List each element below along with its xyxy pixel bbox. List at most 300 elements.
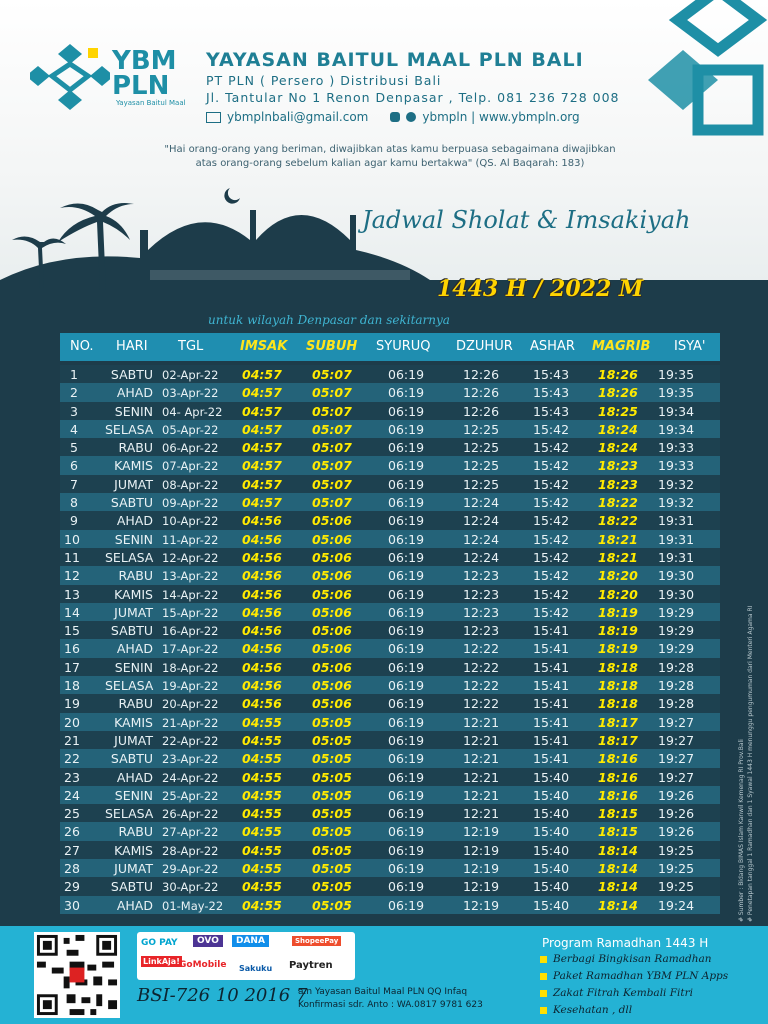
cell-subuh: 05:05 — [312, 842, 352, 858]
account-holder: a.n Yayasan Baitul Maal PLN QQ Infaq — [298, 987, 468, 997]
cell-ashar: 15:41 — [533, 696, 570, 712]
cell-tgl: 04- Apr-22 — [162, 404, 223, 419]
cell-magrib: 18:21 — [598, 531, 638, 547]
cell-dzuhur: 12:24 — [463, 513, 500, 529]
col-subuh: SUBUH — [306, 339, 358, 354]
cell-isya: 19:27 — [658, 751, 695, 767]
cell-isya: 19:30 — [658, 568, 695, 584]
cell-tgl: 14-Apr-22 — [162, 587, 219, 602]
cell-syuruq: 06:19 — [388, 879, 425, 895]
email-text[interactable]: ybmplnbali@gmail.com — [227, 110, 369, 124]
cell-syuruq: 06:19 — [388, 806, 425, 822]
cell-hari: SELASA — [105, 421, 154, 437]
cell-imsak: 04:56 — [242, 604, 282, 620]
cell-no: 16 — [64, 641, 80, 657]
cell-syuruq: 06:19 — [388, 824, 425, 840]
cell-syuruq: 06:19 — [388, 787, 425, 803]
cell-magrib: 18:22 — [598, 513, 638, 529]
cell-ashar: 15:42 — [533, 604, 570, 620]
col-syuruq: SYURUQ — [376, 339, 431, 354]
cell-syuruq: 06:19 — [388, 732, 425, 748]
table-row — [60, 786, 720, 804]
col-no: NO. — [70, 339, 94, 354]
cell-hari: SABTU — [110, 367, 153, 382]
cell-no: 25 — [64, 806, 80, 822]
cell-ashar: 15:43 — [533, 403, 570, 419]
cell-syuruq: 06:19 — [388, 897, 425, 913]
cell-no: 22 — [64, 751, 80, 767]
cell-ashar: 15:40 — [533, 806, 570, 822]
cell-tgl: 21-Apr-22 — [162, 715, 219, 730]
cell-imsak: 04:56 — [242, 659, 282, 675]
cell-tgl: 22-Apr-22 — [162, 733, 219, 748]
cell-magrib: 18:19 — [598, 604, 638, 620]
cell-syuruq: 06:19 — [388, 586, 425, 602]
ovo-logo: OVO — [193, 935, 223, 947]
cell-hari: RABU — [118, 440, 153, 456]
cell-imsak: 04:55 — [242, 861, 282, 877]
program-item: Berbagi Bingkisan Ramadhan — [540, 953, 712, 965]
cell-dzuhur: 12:19 — [463, 861, 500, 877]
cell-ashar: 15:42 — [533, 513, 570, 529]
cell-hari: KAMIS — [114, 842, 153, 858]
table-row — [60, 548, 720, 566]
bullet-icon — [540, 990, 547, 997]
cell-dzuhur: 12:21 — [463, 732, 500, 748]
cell-subuh: 05:06 — [312, 531, 352, 547]
cell-syuruq: 06:19 — [388, 714, 425, 730]
cell-subuh: 05:07 — [312, 476, 352, 492]
cell-magrib: 18:26 — [598, 385, 638, 401]
table-row — [60, 402, 720, 420]
cell-dzuhur: 12:24 — [463, 531, 500, 547]
table-header — [60, 333, 720, 361]
cell-isya: 19:29 — [658, 623, 695, 639]
cell-hari: AHAD — [116, 513, 153, 529]
cell-isya: 19:32 — [658, 495, 695, 511]
table-row — [60, 639, 720, 657]
cell-isya: 19:31 — [658, 513, 695, 529]
cell-imsak: 04:56 — [242, 568, 282, 584]
table-row — [60, 438, 720, 456]
cell-ashar: 15:42 — [533, 440, 570, 456]
cell-dzuhur: 12:23 — [463, 568, 500, 584]
geometric-ornament — [638, 0, 768, 170]
table-row — [60, 475, 720, 493]
cell-dzuhur: 12:21 — [463, 787, 500, 803]
cell-tgl: 02-Apr-22 — [162, 368, 219, 382]
cell-syuruq: 06:19 — [388, 458, 425, 474]
cell-ashar: 15:40 — [533, 897, 570, 913]
cell-dzuhur: 12:21 — [463, 769, 500, 785]
cell-no: 18 — [64, 678, 80, 694]
cell-subuh: 05:05 — [312, 897, 352, 913]
cell-tgl: 13-Apr-22 — [162, 569, 219, 584]
cell-magrib: 18:16 — [598, 751, 638, 767]
cell-magrib: 18:14 — [598, 861, 638, 877]
cell-tgl: 16-Apr-22 — [162, 624, 219, 639]
cell-imsak: 04:55 — [242, 824, 282, 840]
program-item: Kesehatan , dll — [540, 1004, 632, 1016]
cell-isya: 19:33 — [658, 440, 695, 456]
cell-imsak: 04:55 — [242, 879, 282, 895]
cell-imsak: 04:57 — [242, 458, 282, 474]
cell-subuh: 05:06 — [312, 623, 352, 639]
cell-isya: 19:28 — [658, 659, 695, 675]
program-title: Program Ramadhan 1443 H — [542, 936, 709, 950]
cell-syuruq: 06:19 — [388, 495, 425, 511]
cell-imsak: 04:55 — [242, 806, 282, 822]
cell-ashar: 15:40 — [533, 769, 570, 785]
cell-subuh: 05:05 — [312, 751, 352, 767]
cell-no: 15 — [64, 623, 80, 639]
instagram-icon — [390, 112, 400, 122]
cell-imsak: 04:57 — [242, 440, 282, 456]
cell-tgl: 20-Apr-22 — [162, 697, 219, 712]
col-magrib: MAGRIB — [592, 339, 651, 354]
cell-tgl: 30-Apr-22 — [162, 880, 219, 895]
cell-ashar: 15:40 — [533, 842, 570, 858]
cell-hari: JUMAT — [114, 604, 153, 620]
facebook-icon — [406, 112, 416, 122]
cell-no: 20 — [64, 714, 80, 730]
cell-tgl: 03-Apr-22 — [162, 386, 219, 401]
table-row — [60, 621, 720, 639]
cell-hari: SENIN — [114, 531, 153, 547]
qr-code-icon[interactable] — [34, 932, 120, 1018]
cell-syuruq: 06:19 — [388, 751, 425, 767]
cell-isya: 19:27 — [658, 769, 695, 785]
cell-no: 17 — [64, 659, 80, 675]
cell-ashar: 15:42 — [533, 531, 570, 547]
cell-magrib: 18:14 — [598, 897, 638, 913]
cell-tgl: 01-May-22 — [162, 898, 224, 913]
cell-magrib: 18:19 — [598, 623, 638, 639]
cell-subuh: 05:07 — [312, 458, 352, 474]
cell-dzuhur: 12:25 — [463, 421, 500, 437]
cell-hari: KAMIS — [114, 586, 153, 602]
paytren-logo: Paytren — [289, 960, 333, 971]
cell-subuh: 05:05 — [312, 714, 352, 730]
cell-hari: SABTU — [110, 879, 153, 895]
cell-no: 30 — [64, 897, 80, 913]
cell-tgl: 09-Apr-22 — [162, 496, 219, 511]
cell-isya: 19:35 — [658, 385, 695, 401]
quote-line-1: "Hai orang-orang yang beriman, diwajibkan atas kamu berpuasa sebagaimana diwajibkan — [164, 144, 616, 155]
cell-imsak: 04:57 — [242, 421, 282, 437]
cell-tgl: 23-Apr-22 — [162, 752, 219, 767]
cell-no: 5 — [70, 440, 78, 456]
table-row — [60, 365, 720, 383]
cell-imsak: 04:57 — [242, 385, 282, 401]
cell-subuh: 05:05 — [312, 806, 352, 822]
cell-hari: SABTU — [110, 495, 153, 511]
cell-imsak: 04:56 — [242, 623, 282, 639]
program-item: Paket Ramadhan YBM PLN Apps — [540, 970, 728, 982]
cell-syuruq: 06:19 — [388, 861, 425, 877]
cell-ashar: 15:41 — [533, 641, 570, 657]
cell-imsak: 04:56 — [242, 641, 282, 657]
linkaja-logo: LinkAja! — [143, 957, 180, 966]
cell-magrib: 18:21 — [598, 549, 638, 565]
cell-syuruq: 06:19 — [388, 641, 425, 657]
cell-hari: AHAD — [116, 385, 153, 401]
cell-tgl: 17-Apr-22 — [162, 642, 219, 657]
cell-syuruq: 06:19 — [388, 367, 425, 382]
col-hari: HARI — [116, 339, 148, 354]
cell-imsak: 04:57 — [242, 367, 282, 382]
cell-subuh: 05:07 — [312, 367, 352, 382]
cell-imsak: 04:55 — [242, 732, 282, 748]
cell-dzuhur: 12:22 — [463, 696, 500, 712]
mail-icon — [206, 112, 221, 123]
cell-dzuhur: 12:21 — [463, 806, 500, 822]
cell-magrib: 18:17 — [598, 732, 638, 748]
cell-dzuhur: 12:25 — [463, 476, 500, 492]
cell-isya: 19:27 — [658, 714, 695, 730]
cell-isya: 19:29 — [658, 604, 695, 620]
program-item: Zakat Fitrah Kembali Fitri — [540, 987, 693, 999]
cell-isya: 19:33 — [658, 458, 695, 474]
cell-isya: 19:24 — [658, 897, 695, 913]
cell-dzuhur: 12:19 — [463, 897, 500, 913]
cell-isya: 19:26 — [658, 787, 695, 803]
cell-no: 7 — [70, 476, 78, 492]
shopeepay-logo: ShopeePay — [292, 936, 341, 946]
cell-dzuhur: 12:26 — [463, 385, 500, 401]
cell-syuruq: 06:19 — [388, 659, 425, 675]
col-ashar: ASHAR — [530, 339, 575, 354]
table-row — [60, 420, 720, 438]
org-name: YAYASAN BAITUL MAAL PLN BALI — [206, 49, 584, 71]
cell-imsak: 04:55 — [242, 714, 282, 730]
cell-ashar: 15:40 — [533, 861, 570, 877]
cell-no: 26 — [64, 824, 80, 840]
cell-imsak: 04:56 — [242, 586, 282, 602]
cell-subuh: 05:07 — [312, 403, 352, 419]
cell-tgl: 25-Apr-22 — [162, 788, 219, 803]
cell-magrib: 18:19 — [598, 641, 638, 657]
cell-tgl: 29-Apr-22 — [162, 862, 219, 877]
cell-subuh: 05:05 — [312, 787, 352, 803]
cell-tgl: 08-Apr-22 — [162, 477, 219, 492]
confirmation-contact: Konfirmasi sdr. Anto : WA.0817 9781 623 — [298, 1000, 483, 1010]
cell-isya: 19:26 — [658, 806, 695, 822]
footnote-determination: # Penetapan tanggal 1 Ramadhan dan 1 Syawal 1443 H menunggu pengumuman dari Menteri Agama RI — [747, 605, 754, 922]
cell-ashar: 15:42 — [533, 568, 570, 584]
cell-isya: 19:35 — [658, 367, 695, 382]
cell-ashar: 15:43 — [533, 367, 570, 382]
cell-isya: 19:31 — [658, 549, 695, 565]
cell-ashar: 15:40 — [533, 879, 570, 895]
cell-isya: 19:25 — [658, 879, 695, 895]
cell-no: 12 — [64, 568, 80, 584]
cell-syuruq: 06:19 — [388, 678, 425, 694]
logo-ybm-text: YBM — [112, 46, 177, 76]
cell-tgl: 24-Apr-22 — [162, 770, 219, 785]
cell-subuh: 05:06 — [312, 659, 352, 675]
cell-no: 19 — [64, 696, 80, 712]
cell-magrib: 18:15 — [598, 824, 638, 840]
table-row — [60, 530, 720, 548]
cell-syuruq: 06:19 — [388, 531, 425, 547]
cell-isya: 19:30 — [658, 586, 695, 602]
cell-no: 14 — [64, 604, 80, 620]
table-row — [60, 768, 720, 786]
cell-subuh: 05:07 — [312, 495, 352, 511]
cell-subuh: 05:06 — [312, 678, 352, 694]
cell-subuh: 05:05 — [312, 732, 352, 748]
cell-tgl: 28-Apr-22 — [162, 843, 219, 858]
cell-no: 13 — [64, 586, 80, 602]
cell-syuruq: 06:19 — [388, 568, 425, 584]
cell-magrib: 18:14 — [598, 879, 638, 895]
cell-isya: 19:25 — [658, 861, 695, 877]
bullet-icon — [540, 1007, 547, 1014]
table-row — [60, 511, 720, 529]
cell-imsak: 04:56 — [242, 549, 282, 565]
top-banner — [0, 0, 768, 330]
cell-subuh: 05:06 — [312, 641, 352, 657]
cell-tgl: 05-Apr-22 — [162, 422, 219, 437]
cell-dzuhur: 12:25 — [463, 458, 500, 474]
cell-subuh: 05:07 — [312, 385, 352, 401]
cell-dzuhur: 12:24 — [463, 549, 500, 565]
table-row — [60, 694, 720, 712]
table-row — [60, 566, 720, 584]
cell-ashar: 15:41 — [533, 623, 570, 639]
cell-dzuhur: 12:26 — [463, 367, 500, 382]
cell-syuruq: 06:19 — [388, 623, 425, 639]
cell-hari: KAMIS — [114, 458, 153, 474]
cell-no: 8 — [70, 495, 78, 511]
cell-no: 3 — [70, 403, 78, 419]
cell-magrib: 18:16 — [598, 769, 638, 785]
cell-hari: RABU — [118, 568, 153, 584]
cell-subuh: 05:06 — [312, 586, 352, 602]
cell-ashar: 15:42 — [533, 549, 570, 565]
table-row — [60, 658, 720, 676]
cell-no: 27 — [64, 842, 80, 858]
cell-dzuhur: 12:26 — [463, 403, 500, 419]
cell-magrib: 18:22 — [598, 495, 638, 511]
cell-hari: SENIN — [114, 403, 153, 419]
year-label: 1443 H / 2022 M — [437, 276, 644, 302]
cell-isya: 19:29 — [658, 641, 695, 657]
cell-ashar: 15:41 — [533, 732, 570, 748]
table-row — [60, 749, 720, 767]
cell-tgl: 19-Apr-22 — [162, 679, 219, 694]
cell-syuruq: 06:19 — [388, 769, 425, 785]
table-row — [60, 585, 720, 603]
cell-magrib: 18:26 — [598, 367, 638, 382]
cell-magrib: 18:23 — [598, 476, 638, 492]
cell-no: 1 — [70, 367, 78, 382]
cell-isya: 19:25 — [658, 842, 695, 858]
cell-magrib: 18:18 — [598, 678, 638, 694]
cell-dzuhur: 12:21 — [463, 714, 500, 730]
cell-hari: SABTU — [110, 751, 153, 767]
cell-ashar: 15:41 — [533, 714, 570, 730]
region-label: untuk wilayah Denpasar dan sekitarnya — [208, 313, 450, 327]
cell-syuruq: 06:19 — [388, 440, 425, 456]
social-text[interactable]: ybmpln | www.ybmpln.org — [422, 110, 580, 124]
quote-line-2: atas orang-orang sebelum kalian agar kamu bertakwa" (QS. Al Baqarah: 183) — [195, 158, 585, 169]
cell-tgl: 26-Apr-22 — [162, 807, 219, 822]
cell-dzuhur: 12:22 — [463, 678, 500, 694]
cell-ashar: 15:43 — [533, 385, 570, 401]
cell-ashar: 15:40 — [533, 787, 570, 803]
cell-magrib: 18:24 — [598, 421, 638, 437]
cell-tgl: 10-Apr-22 — [162, 514, 219, 529]
cell-subuh: 05:05 — [312, 824, 352, 840]
cell-magrib: 18:20 — [598, 568, 638, 584]
cell-no: 29 — [64, 879, 80, 895]
logo-pln-text: PLN — [112, 71, 170, 101]
quran-quote — [140, 143, 640, 171]
cell-ashar: 15:41 — [533, 751, 570, 767]
cell-tgl: 07-Apr-22 — [162, 459, 219, 474]
mosque-skyline-illustration — [0, 170, 768, 330]
cell-syuruq: 06:19 — [388, 513, 425, 529]
cell-hari: JUMAT — [114, 861, 153, 877]
cell-syuruq: 06:19 — [388, 421, 425, 437]
cell-imsak: 04:55 — [242, 842, 282, 858]
cell-no: 4 — [70, 421, 78, 437]
cell-syuruq: 06:19 — [388, 549, 425, 565]
cell-hari: SENIN — [114, 659, 153, 675]
col-isya: ISYA' — [674, 339, 706, 354]
table-row — [60, 493, 720, 511]
cell-dzuhur: 12:23 — [463, 604, 500, 620]
cell-subuh: 05:06 — [312, 513, 352, 529]
cell-hari: RABU — [118, 696, 153, 712]
cell-imsak: 04:55 — [242, 769, 282, 785]
ybm-logo-icon — [30, 42, 110, 112]
cell-tgl: 11-Apr-22 — [162, 532, 219, 547]
cell-subuh: 05:07 — [312, 421, 352, 437]
cell-imsak: 04:56 — [242, 513, 282, 529]
cell-dzuhur: 12:23 — [463, 586, 500, 602]
cell-no: 23 — [64, 769, 80, 785]
cell-tgl: 12-Apr-22 — [162, 550, 219, 565]
gopay-logo: GO PAY — [141, 938, 178, 948]
cell-no: 10 — [64, 531, 80, 547]
table-row — [60, 383, 720, 401]
bullet-icon — [540, 956, 547, 963]
org-company: PT PLN ( Persero ) Distribusi Bali — [206, 73, 442, 88]
table-row — [60, 859, 720, 877]
cell-no: 24 — [64, 787, 80, 803]
cell-no: 2 — [70, 385, 78, 401]
cell-syuruq: 06:19 — [388, 842, 425, 858]
cell-isya: 19:34 — [658, 403, 695, 419]
cell-hari: SELASA — [105, 549, 154, 565]
cell-subuh: 05:06 — [312, 568, 352, 584]
cell-hari: AHAD — [116, 897, 153, 913]
sakuku-logo: Sakuku — [239, 964, 273, 973]
cell-hari: AHAD — [116, 641, 153, 657]
cell-no: 21 — [64, 732, 80, 748]
table-row — [60, 841, 720, 859]
cell-hari: AHAD — [116, 769, 153, 785]
cell-dzuhur: 12:21 — [463, 751, 500, 767]
cell-ashar: 15:41 — [533, 659, 570, 675]
bank-account: BSI-726 10 2016 7 — [137, 985, 308, 1006]
cell-subuh: 05:06 — [312, 604, 352, 620]
cell-dzuhur: 12:22 — [463, 659, 500, 675]
cell-dzuhur: 12:22 — [463, 641, 500, 657]
